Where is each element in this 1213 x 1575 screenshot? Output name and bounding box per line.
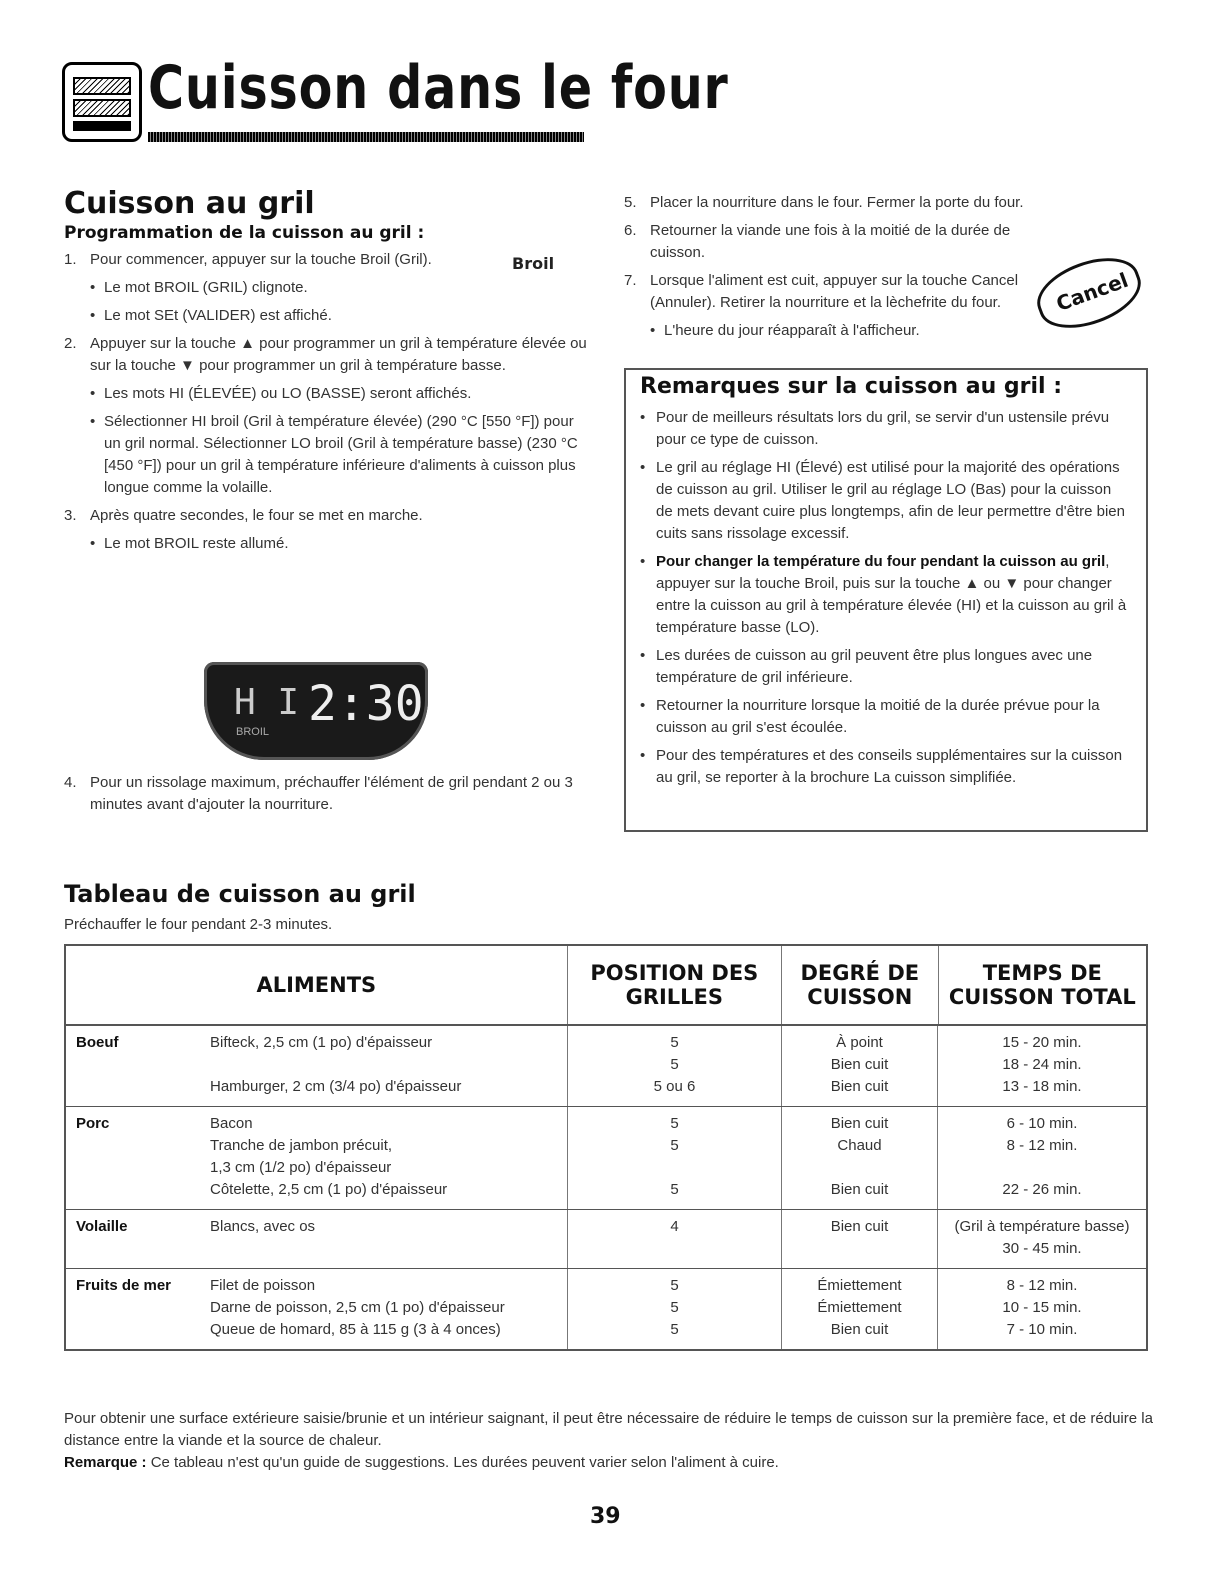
cell-degree xyxy=(782,1269,938,1349)
description-line: Filet de poisson xyxy=(210,1277,316,1294)
degree-line: Bien cuit xyxy=(830,1115,889,1132)
cell-time xyxy=(938,1210,1146,1268)
cell-degree xyxy=(782,1026,938,1106)
section-title: Cuisson au gril xyxy=(64,186,315,221)
step-number: 6. xyxy=(624,222,637,239)
description-line: Hamburger, 2 cm (3/4 po) d'épaisseur xyxy=(210,1078,462,1095)
step-bullet: • Les mots HI (ÉLEVÉE) ou LO (BASSE) seront affichés. xyxy=(64,383,588,405)
time-line xyxy=(938,1157,1146,1179)
step-number: 7. xyxy=(624,272,637,289)
cell-position xyxy=(568,1210,782,1268)
step-text: Pour commencer, appuyer sur la touche Broil (Gril). xyxy=(90,251,432,268)
display-label: BROIL xyxy=(236,726,270,738)
table-header xyxy=(66,946,1146,1026)
time-line: 10 - 15 min. xyxy=(1002,1299,1082,1316)
display-time: 2:30 xyxy=(308,676,424,732)
cancel-key-label: Cancel xyxy=(1052,267,1132,316)
step-bullet: • Sélectionner HI broil (Gril à température élevée) (290 °C [550 °F]) pour un gril normal. Sélectionner LO broil (Gril à température basse) (230 °C [450 °F]) pour un gril à température inférieure d'aliments à cuisson plus longue comme la volaille. xyxy=(64,411,588,499)
row-category: Boeuf xyxy=(76,1034,119,1051)
broil-table xyxy=(64,944,1148,1351)
description-line: Darne de poisson, 2,5 cm (1 po) d'épaisseur xyxy=(210,1299,505,1316)
note-item: • Retourner la nourriture lorsque la moitié de la durée prévue pour la cuisson au gril s'est écoulée. xyxy=(640,695,1132,739)
table-title: Tableau de cuisson au gril xyxy=(64,880,416,908)
position-line xyxy=(568,1157,781,1179)
row-description xyxy=(210,1032,567,1098)
cell-aliments xyxy=(66,1269,568,1349)
row-description xyxy=(210,1275,567,1341)
cell-aliments xyxy=(66,1026,568,1106)
header-position: POSITION DES GRILLES xyxy=(568,946,782,1024)
degree-line: À point xyxy=(836,1034,883,1051)
row-description xyxy=(210,1216,567,1260)
time-line: 13 - 18 min. xyxy=(1002,1078,1082,1095)
step-bullet: • L'heure du jour réapparaît à l'afficheur. xyxy=(624,320,1044,342)
description-line: Bifteck, 2,5 cm (1 po) d'épaisseur xyxy=(210,1034,433,1051)
notes-box xyxy=(624,368,1148,832)
row-category: Porc xyxy=(76,1115,110,1132)
degree-line: Bien cuit xyxy=(830,1218,889,1235)
step-text: Après quatre secondes, le four se met en marche. xyxy=(90,507,423,524)
step-text: Lorsque l'aliment est cuit, appuyer sur la touche Cancel (Annuler). Retirer la nourriture et la lèchefrite du four. xyxy=(650,272,1019,311)
degree-line xyxy=(782,1238,937,1260)
description-line: Tranche de jambon précuit, xyxy=(210,1137,393,1154)
cell-time xyxy=(938,1269,1146,1349)
step-number: 5. xyxy=(624,194,637,211)
note-item-text: , appuyer sur la touche Broil, puis sur la touche ▲ ou ▼ pour changer entre la cuisson au gril à température élevée (HI) et la cuisson au gril à température basse (LO). xyxy=(656,553,1127,636)
degree-line: Bien cuit xyxy=(830,1321,889,1338)
footer-paragraph: Pour obtenir une surface extérieure saisie/brunie et un intérieur saignant, il peut être nécessaire de réduire le temps de cuisson sur la première face, et de réduire la distance entre la viande et la source de chaleur. xyxy=(64,1410,1153,1449)
step-number: 4. xyxy=(64,774,77,791)
oven-rack-icon xyxy=(73,99,131,117)
cell-time xyxy=(938,1107,1146,1209)
step-4 xyxy=(64,772,588,816)
cell-position xyxy=(568,1269,782,1349)
step-bullet: • Le mot BROIL reste allumé. xyxy=(64,533,588,555)
step-bullet: • Le mot BROIL (GRIL) clignote. xyxy=(64,277,588,299)
step-5 xyxy=(624,192,1044,214)
time-line: 8 - 12 min. xyxy=(1006,1277,1078,1294)
right-steps xyxy=(624,192,1044,342)
position-line: 5 xyxy=(670,1321,679,1338)
step-text: Placer la nourriture dans le four. Fermer la porte du four. xyxy=(650,194,1024,211)
degree-line: Émiettement xyxy=(817,1277,902,1294)
note-item-bold: Pour changer la température du four pendant la cuisson au gril xyxy=(656,553,1106,570)
cell-aliments xyxy=(66,1210,568,1268)
page-number: 39 xyxy=(590,1504,621,1529)
table-row xyxy=(66,1269,1146,1349)
position-line: 5 xyxy=(670,1181,679,1198)
oven-icon xyxy=(62,62,142,142)
step-text: Appuyer sur la touche ▲ pour programmer un gril à température élevée ou sur la touche ▼ pour programmer un gril à température basse. xyxy=(90,335,587,374)
header-time: TEMPS DE CUISSON TOTAL xyxy=(948,961,1136,1009)
header-aliments: ALIMENTS xyxy=(66,946,568,1024)
footer-note-text: Ce tableau n'est qu'un guide de suggestions. Les durées peuvent varier selon l'aliment à cuire. xyxy=(146,1454,779,1471)
header-degree: DEGRÉ DE CUISSON xyxy=(782,946,939,1024)
note-item xyxy=(640,551,1132,639)
position-line: 5 xyxy=(670,1277,679,1294)
step-6 xyxy=(624,220,1044,264)
section-subtitle: Programmation de la cuisson au gril : xyxy=(64,223,425,243)
position-line: 5 ou 6 xyxy=(653,1078,696,1095)
table-row xyxy=(66,1210,1146,1269)
time-line: 22 - 26 min. xyxy=(1002,1181,1082,1198)
header-rule xyxy=(148,132,584,142)
row-category: Fruits de mer xyxy=(76,1277,172,1294)
degree-line: Chaud xyxy=(837,1137,882,1154)
position-line: 4 xyxy=(670,1218,679,1235)
degree-line: Bien cuit xyxy=(830,1181,889,1198)
step-number: 3. xyxy=(64,507,77,524)
description-line: 1,3 cm (1/2 po) d'épaisseur xyxy=(210,1159,392,1176)
cell-position xyxy=(568,1026,782,1106)
step-2 xyxy=(64,333,588,377)
time-line: 7 - 10 min. xyxy=(1006,1321,1078,1338)
step-text: Pour un rissolage maximum, préchauffer l'élément de gril pendant 2 ou 3 minutes avant d'ajouter la nourriture. xyxy=(90,774,573,813)
step-bullet: • Le mot SEt (VALIDER) est affiché. xyxy=(64,305,588,327)
page-header-title: Cuisson dans le four xyxy=(148,53,729,123)
display-mode: H I xyxy=(234,682,300,723)
time-line: 6 - 10 min. xyxy=(1006,1115,1078,1132)
step-number: 1. xyxy=(64,251,77,268)
time-line: (Gril à température basse) xyxy=(954,1218,1130,1235)
step-text: Retourner la viande une fois à la moitié de la durée de cuisson. xyxy=(650,222,1011,261)
note-item: • Pour des températures et des conseils supplémentaires sur la cuisson au gril, se reporter à la brochure La cuisson simplifiée. xyxy=(640,745,1132,789)
table-subtitle: Préchauffer le four pendant 2-3 minutes. xyxy=(64,916,333,933)
position-line: 5 xyxy=(670,1034,679,1051)
time-line: 15 - 20 min. xyxy=(1002,1034,1082,1051)
cell-position xyxy=(568,1107,782,1209)
oven-display xyxy=(204,662,428,760)
degree-line: Bien cuit xyxy=(830,1056,889,1073)
table-row xyxy=(66,1026,1146,1107)
notes-title: Remarques sur la cuisson au gril : xyxy=(640,374,1063,399)
position-line: 5 xyxy=(670,1115,679,1132)
step-7 xyxy=(624,270,1044,314)
position-line: 5 xyxy=(670,1056,679,1073)
description-line xyxy=(210,1054,567,1076)
footer-note-label: Remarque : xyxy=(64,1454,147,1471)
description-line: Blancs, avec os xyxy=(210,1218,316,1235)
description-line: Bacon xyxy=(210,1115,253,1132)
description-line: Queue de homard, 85 à 115 g (3 à 4 onces) xyxy=(210,1321,501,1338)
row-category: Volaille xyxy=(76,1218,128,1235)
row-description xyxy=(210,1113,567,1201)
steps-list xyxy=(64,249,588,555)
oven-rack-icon xyxy=(73,77,131,95)
note-item: • Les durées de cuisson au gril peuvent être plus longues avec une température de gril inférieure. xyxy=(640,645,1132,689)
time-line: 8 - 12 min. xyxy=(1006,1137,1078,1154)
description-line: Côtelette, 2,5 cm (1 po) d'épaisseur xyxy=(210,1181,448,1198)
step-number: 2. xyxy=(64,335,77,352)
description-line xyxy=(210,1238,567,1260)
step-3 xyxy=(64,505,588,527)
position-line: 5 xyxy=(670,1137,679,1154)
note-item: • Le gril au réglage HI (Élevé) est utilisé pour la majorité des opérations de cuisson au gril. Utiliser le gril au réglage LO (Bas) pour la cuisson de mets devant cuire plus longtemps, afin de leur permettre d'être bien cuits sans rissolage excessif. xyxy=(640,457,1132,545)
time-line: 18 - 24 min. xyxy=(1002,1056,1082,1073)
footer-note xyxy=(64,1454,779,1471)
cell-aliments xyxy=(66,1107,568,1209)
degree-line xyxy=(782,1157,937,1179)
degree-line: Bien cuit xyxy=(830,1078,889,1095)
degree-line: Émiettement xyxy=(817,1299,902,1316)
oven-base-icon xyxy=(73,121,131,131)
time-line: 30 - 45 min. xyxy=(1002,1240,1082,1257)
step-1 xyxy=(64,249,588,271)
left-column xyxy=(64,186,588,555)
cell-degree xyxy=(782,1107,938,1209)
table-row xyxy=(66,1107,1146,1210)
position-line: 5 xyxy=(670,1299,679,1316)
cell-degree xyxy=(782,1210,938,1268)
cell-time xyxy=(938,1026,1146,1106)
cancel-key-icon xyxy=(1029,246,1150,341)
broil-key-label: Broil xyxy=(512,254,555,273)
note-item: • Pour de meilleurs résultats lors du gril, se servir d'un ustensile prévu pour ce type de cuisson. xyxy=(640,407,1132,451)
position-line xyxy=(568,1238,781,1260)
